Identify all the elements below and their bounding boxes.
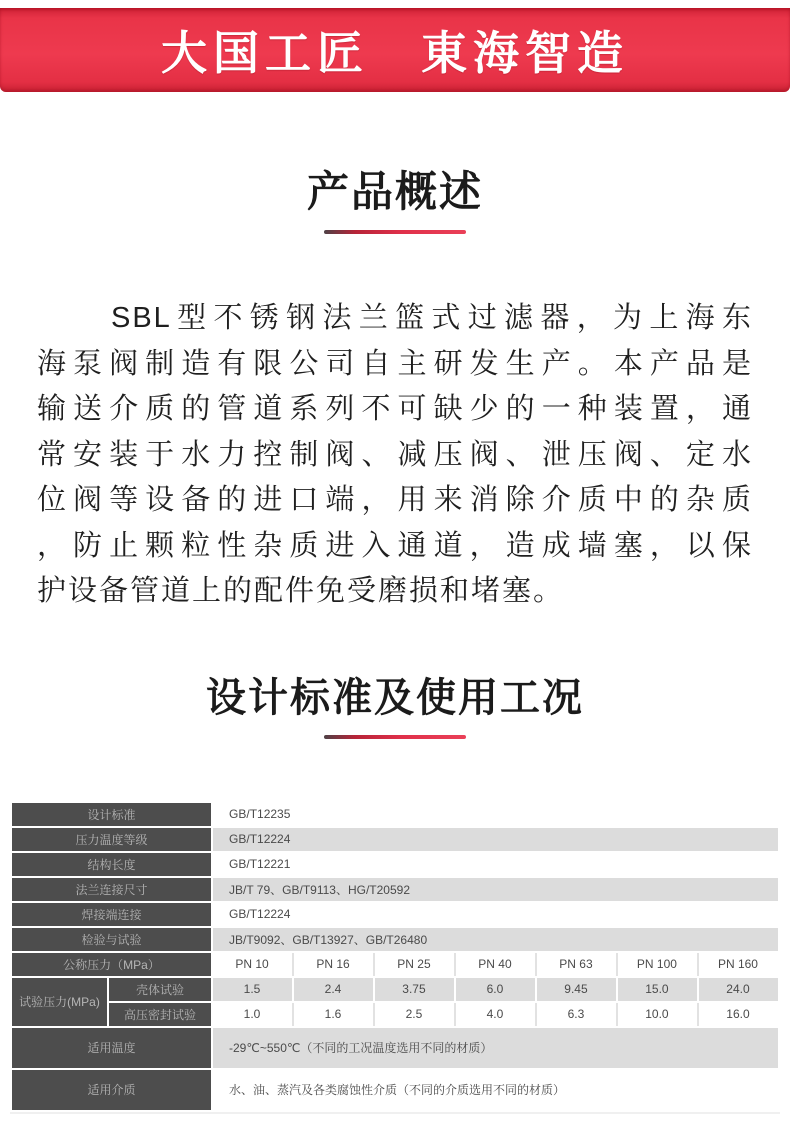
spec-label: 压力温度等级	[12, 828, 211, 851]
pn-cell: PN 16	[294, 953, 373, 976]
value-cell: 1.0	[213, 1003, 292, 1026]
section-title-standards: 设计标准及使用工况	[206, 675, 584, 720]
spec-label-test-pressure: 试验压力(MPa)	[12, 978, 107, 1026]
title-underline	[324, 230, 466, 234]
table-row	[12, 853, 778, 876]
value-cell: 2.4	[294, 978, 373, 1001]
value-cell: 16.0	[699, 1003, 778, 1026]
table-row	[12, 803, 778, 826]
value-cell: 1.6	[294, 1003, 373, 1026]
table-row-media	[12, 1070, 778, 1110]
pn-cell: PN 63	[537, 953, 616, 976]
spec-label: 焊接端连接	[12, 903, 211, 926]
pn-cell: PN 25	[375, 953, 454, 976]
pn-cell: PN 100	[618, 953, 697, 976]
brand-banner	[0, 8, 790, 92]
spec-label: 检验与试验	[12, 928, 211, 951]
value-cell: 9.45	[537, 978, 616, 1001]
paragraph-line: ，防止颗粒性杂质进入通道，造成墙塞，以保	[37, 529, 753, 562]
title-underline	[324, 735, 466, 739]
paragraph-line: 海泵阀制造有限公司自主研发生产。本产品是	[37, 347, 753, 380]
spec-value: 水、油、蒸汽及各类腐蚀性介质（不同的介质选用不同的材质）	[213, 1070, 778, 1110]
paragraph-line: 常安装于水力控制阀、减压阀、泄压阀、定水	[37, 438, 753, 471]
value-cell: 1.5	[213, 978, 292, 1001]
spec-value: -29℃~550℃（不同的工况温度选用不同的材质）	[213, 1028, 778, 1068]
spec-value: GB/T12235	[213, 803, 778, 826]
pn-cell: PN 10	[213, 953, 292, 976]
spec-value: JB/T 79、GB/T9113、HG/T20592	[213, 878, 778, 901]
spec-label: 公称压力（MPa）	[12, 953, 211, 976]
table-row	[12, 878, 778, 901]
pn-cell: PN 160	[699, 953, 778, 976]
paragraph-line: 输送介质的管道系列不可缺少的一种装置，通	[37, 393, 753, 426]
overview-paragraph	[37, 296, 753, 615]
paragraph-line: 位阀等设备的进口端，用来消除介质中的杂质	[37, 484, 753, 517]
table-row-nominal-pressure	[12, 953, 778, 976]
value-cell: 2.5	[375, 1003, 454, 1026]
section-title-overview: 产品概述	[306, 168, 483, 215]
spec-value: JB/T9092、GB/T13927、GB/T26480	[213, 928, 778, 951]
spec-sublabel: 高压密封试验	[109, 1003, 211, 1026]
value-cell: 10.0	[618, 1003, 697, 1026]
spec-label: 法兰连接尺寸	[12, 878, 211, 901]
spec-sublabel: 壳体试验	[109, 978, 211, 1001]
paragraph-line: SBL型不锈钢法兰篮式过滤器，为上海东	[111, 302, 753, 335]
table-row-temperature	[12, 1028, 778, 1068]
value-cell: 3.75	[375, 978, 454, 1001]
spec-label: 设计标准	[12, 803, 211, 826]
banner-title: 大国工匠 東海智造	[161, 27, 629, 79]
value-cell: 6.3	[537, 1003, 616, 1026]
pn-cell: PN 40	[456, 953, 535, 976]
spec-value: GB/T12224	[213, 828, 778, 851]
value-cell: 15.0	[618, 978, 697, 1001]
table-row-shell-test	[12, 978, 778, 1001]
spec-label: 适用介质	[12, 1070, 211, 1110]
value-cell: 4.0	[456, 1003, 535, 1026]
paragraph-line: 护设备管道上的配件免受磨损和堵塞。	[37, 575, 565, 608]
table-row	[12, 928, 778, 951]
spec-label: 结构长度	[12, 853, 211, 876]
table-row	[12, 828, 778, 851]
table-row-seal-test	[12, 1003, 778, 1026]
value-cell: 24.0	[699, 978, 778, 1001]
spec-value: GB/T12224	[213, 903, 778, 926]
table-row	[12, 903, 778, 926]
specs-table	[10, 801, 780, 1112]
spec-label: 适用温度	[12, 1028, 211, 1068]
spec-value: GB/T12221	[213, 853, 778, 876]
value-cell: 6.0	[456, 978, 535, 1001]
